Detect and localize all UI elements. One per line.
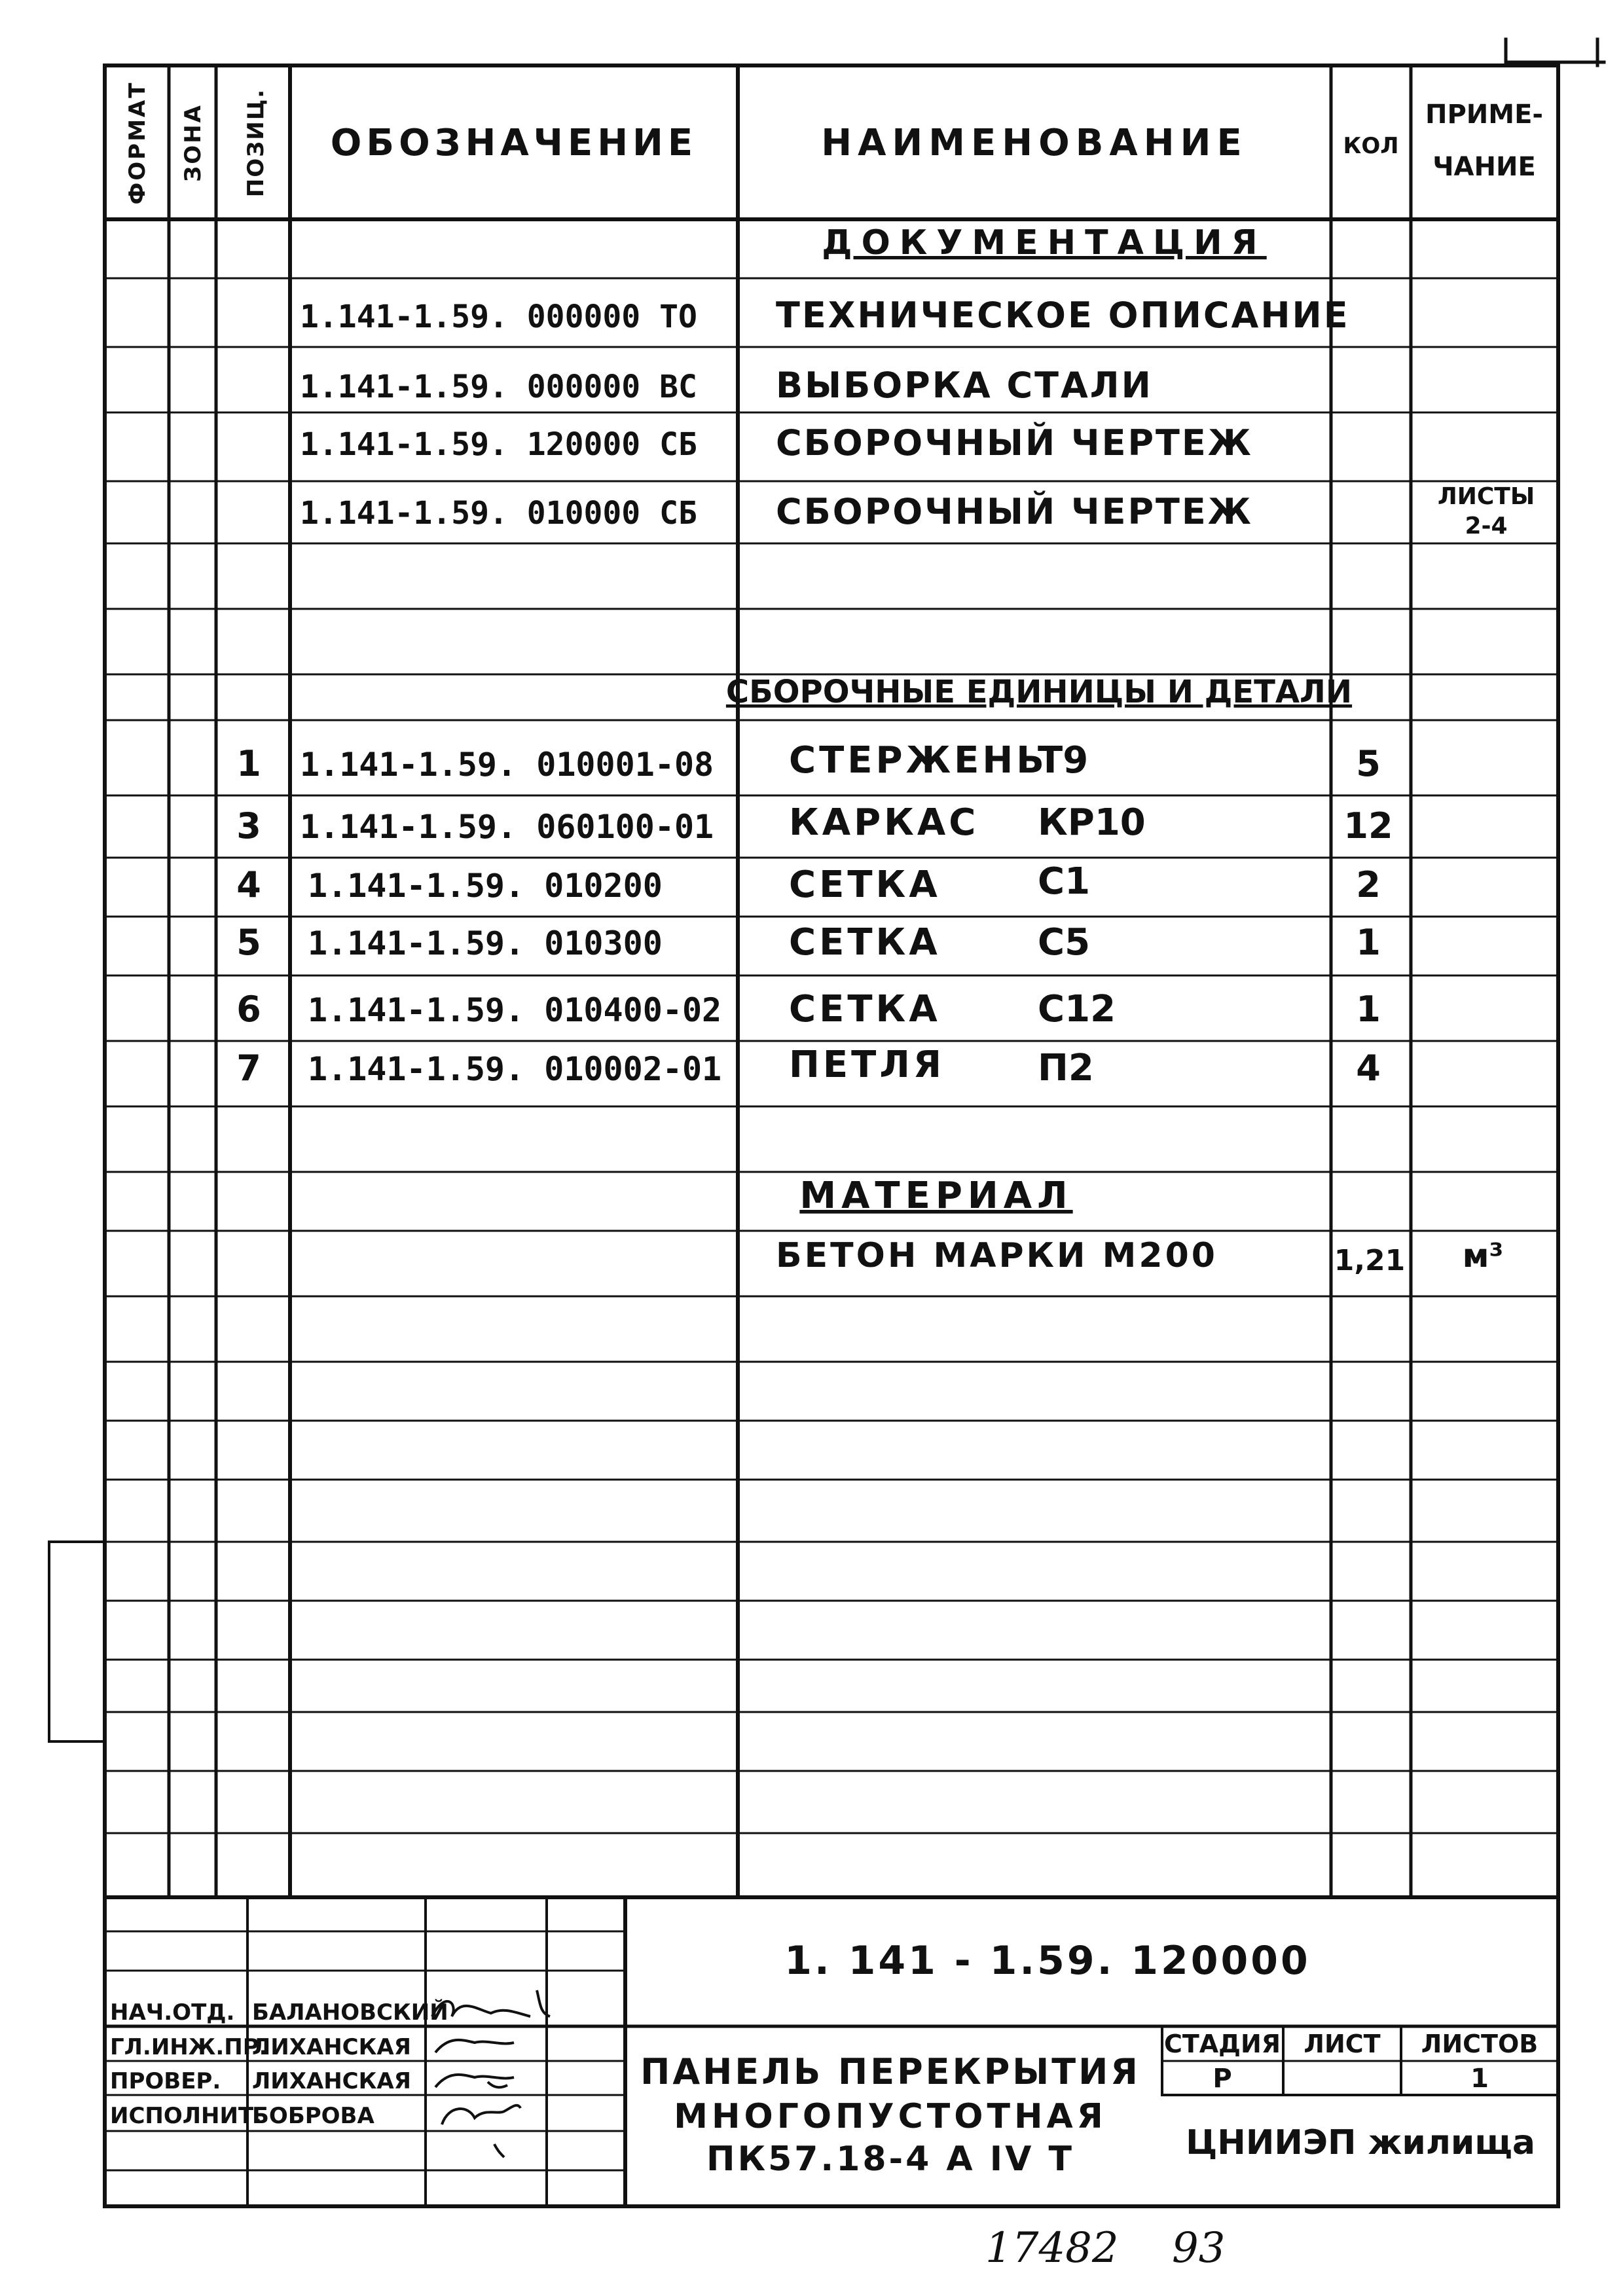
role-label: НАЧ.ОТД. — [110, 1999, 235, 2026]
doc-name: СБОРОЧНЫЙ ЧЕРТЕЖ — [776, 422, 1253, 464]
footer-number: 17482 — [985, 2224, 1119, 2272]
item-mark: С5 — [1038, 921, 1091, 964]
item-mark: С12 — [1038, 988, 1116, 1030]
item-designation: 1.141-1.59. 010002-01 — [308, 1050, 722, 1088]
header-quantity: КОЛ — [1343, 133, 1399, 159]
sheets-value: 1 — [1470, 2064, 1489, 2094]
doc-code: 1. 141 - 1.59. 120000 — [784, 1938, 1311, 1984]
item-designation: 1.141-1.59. 010400-02 — [308, 991, 722, 1029]
header-name: НАИМЕНОВАНИЕ — [821, 122, 1248, 164]
item-designation: 1.141-1.59. 010200 — [308, 867, 663, 905]
header-zone: ЗОНА — [180, 103, 206, 182]
item-quantity: 1 — [1356, 989, 1381, 1030]
item-name: КАРКАС — [789, 801, 979, 844]
item-name: ПЕТЛЯ — [789, 1044, 945, 1086]
material-unit: м³ — [1462, 1237, 1504, 1275]
doc-designation: 1.141-1.59. 000000 ВС — [300, 369, 697, 405]
doc-name: ВЫБОРКА СТАЛИ — [776, 365, 1153, 406]
header-designation: ОБОЗНАЧЕНИЕ — [330, 122, 698, 164]
stage-value: Р — [1213, 2064, 1232, 2094]
role-label: ПРОВЕР. — [110, 2068, 221, 2094]
title-line1: ПАНЕЛЬ ПЕРЕКРЫТИЯ — [640, 2051, 1140, 2092]
item-position: 6 — [236, 989, 261, 1030]
title-line3: ПК57.18-4 А IV Т — [706, 2140, 1074, 2179]
doc-designation: 1.141-1.59. 120000 СБ — [300, 426, 697, 463]
item-mark: С1 — [1038, 860, 1091, 903]
header-note-line1: ПРИМЕ- — [1425, 100, 1543, 130]
item-position: 3 — [236, 805, 261, 847]
doc-note-line2: 2-4 — [1465, 513, 1508, 539]
item-name: СЕТКА — [789, 921, 941, 964]
footer-page: 93 — [1172, 2224, 1226, 2272]
doc-note-line1: ЛИСТЫ — [1437, 483, 1535, 510]
item-mark: П2 — [1038, 1047, 1094, 1089]
doc-name: ТЕХНИЧЕСКОЕ ОПИСАНИЕ — [776, 295, 1350, 336]
item-mark: Т9 — [1038, 739, 1089, 782]
item-quantity: 1 — [1356, 922, 1381, 963]
material-quantity: 1,21 — [1334, 1244, 1406, 1277]
stage-label: СТАДИЯ — [1163, 2030, 1281, 2058]
header-position: ПОЗИЦ. — [243, 88, 269, 198]
item-position: 7 — [236, 1048, 261, 1089]
item-mark: КР10 — [1038, 801, 1146, 844]
item-designation: 1.141-1.59. 010001-08 — [300, 746, 714, 784]
sheets-label: ЛИСТОВ — [1421, 2030, 1539, 2058]
person-name: ЛИХАНСКАЯ — [252, 2034, 411, 2060]
person-name: ЛИХАНСКАЯ — [252, 2068, 411, 2094]
item-quantity: 12 — [1343, 805, 1393, 847]
doc-designation: 1.141-1.59. 010000 СБ — [300, 495, 697, 532]
signature-marks — [432, 1990, 550, 2157]
item-quantity: 5 — [1356, 743, 1381, 784]
section-documentation: ДОКУМЕНТАЦИЯ — [822, 223, 1267, 263]
title-line2: МНОГОПУСТОТНАЯ — [674, 2097, 1107, 2136]
item-designation: 1.141-1.59. 060100-01 — [300, 808, 714, 846]
section-assemblies: СБОРОЧНЫЕ ЕДИНИЦЫ И ДЕТАЛИ — [725, 674, 1353, 710]
item-quantity: 2 — [1356, 864, 1381, 905]
role-label: ИСПОЛНИТ. — [110, 2103, 263, 2129]
item-position: 4 — [236, 864, 261, 905]
role-label: ГЛ.ИНЖ.ПР. — [110, 2034, 268, 2060]
doc-designation: 1.141-1.59. 000000 ТО — [300, 299, 697, 335]
person-name: БОБРОВА — [252, 2103, 374, 2129]
item-designation: 1.141-1.59. 010300 — [308, 924, 663, 962]
person-name: БАЛАНОВСКИЙ — [252, 1999, 448, 2026]
item-name: СЕТКА — [789, 988, 941, 1030]
item-name: СЕТКА — [789, 864, 941, 906]
organization: ЦНИИЭП жилища — [1186, 2123, 1535, 2162]
header-format: ФОРМАТ — [124, 81, 151, 205]
doc-name: СБОРОЧНЫЙ ЧЕРТЕЖ — [776, 491, 1253, 532]
sheet-label: ЛИСТ — [1304, 2030, 1381, 2058]
item-quantity: 4 — [1356, 1048, 1381, 1089]
item-position: 1 — [236, 743, 261, 784]
material-name: БЕТОН МАРКИ М200 — [776, 1236, 1218, 1275]
header-note-line2: ЧАНИЕ — [1432, 152, 1536, 182]
item-name: СТЕРЖЕНЬ — [789, 739, 1048, 782]
item-position: 5 — [236, 922, 261, 963]
section-material: МАТЕРИАЛ — [799, 1175, 1073, 1217]
